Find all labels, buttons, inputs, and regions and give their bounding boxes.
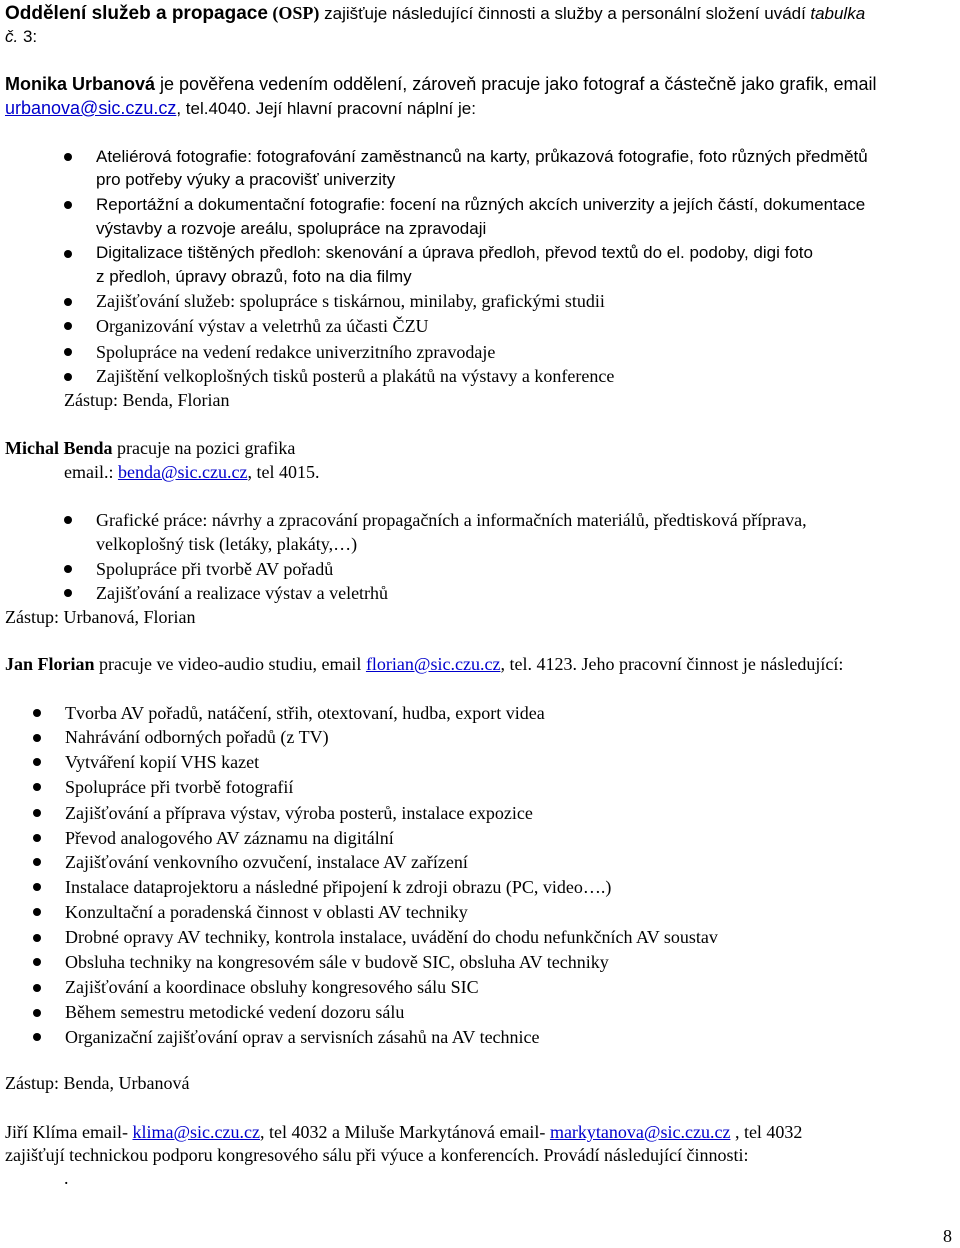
list-item: Instalace dataprojektoru a následné připojení k zdroji obrazu (PC, video….)	[65, 877, 612, 897]
benda-role: pracuje na pozici grafika	[112, 438, 296, 458]
florian-name: Jan Florian	[5, 654, 95, 674]
urbanova-text: je pověřena vedením oddělení, zároveň pracuje jako fotograf a částečně jako grafik, email	[155, 74, 877, 94]
list-item: Ateliérová fotografie: fotografování zaměstnanců na karty, průkazová fotografie, foto různých předmětů	[96, 147, 868, 166]
klima-text: Jiří Klíma email-	[5, 1122, 133, 1142]
benda-contact	[64, 460, 320, 484]
bullet-icon	[33, 1033, 41, 1041]
klima-text3: , tel 4032	[730, 1122, 803, 1142]
klima-email-link[interactable]: klima@sic.czu.cz	[132, 1122, 260, 1142]
bullet-icon	[33, 783, 41, 791]
list-item: Grafické práce: návrhy a zpracování propagačních a informačních materiálů, předtisková příprava,	[96, 510, 807, 530]
list-item: Obsluha techniky na kongresovém sále v budově SIC, obsluha AV techniky	[65, 952, 609, 972]
bullet-icon	[33, 1009, 41, 1017]
section-heading	[5, 1, 865, 26]
bullet-icon	[64, 565, 72, 573]
heading-line2	[5, 25, 37, 49]
heading-line2-text: 3:	[18, 27, 38, 46]
bullet-icon	[64, 589, 72, 597]
list-item-continuation: pro potřeby výuky a pracovišť univerzity	[96, 170, 396, 189]
list-item: Spolupráce na vedení redakce univerzitního zpravodaje	[96, 342, 496, 362]
benda-intro	[5, 436, 295, 460]
klima-text2: , tel 4032 a Miluše Markytánová email-	[260, 1122, 550, 1142]
urbanova-name: Monika Urbanová	[5, 74, 156, 94]
page-number: 8	[943, 1226, 952, 1246]
bullet-icon	[64, 322, 72, 330]
list-item-continuation: z předloh, úpravy obrazů, foto na dia filmy	[96, 267, 412, 286]
urbanova-text2: , tel.4040. Její hlavní pracovní náplní je:	[176, 99, 476, 118]
bullet-icon	[33, 758, 41, 766]
bullet-icon	[33, 984, 41, 992]
bullet-icon	[64, 201, 72, 209]
list-item: Zajišťování a realizace výstav a veletrhů	[96, 583, 389, 603]
heading-text: zajišťuje následující činnosti a služby a personální složení uvádí	[319, 4, 806, 23]
bullet-icon	[64, 348, 72, 356]
benda-substitute: Zástup: Urbanová, Florian	[5, 607, 196, 627]
bullet-icon	[33, 734, 41, 742]
list-item: Vytváření kopií VHS kazet	[65, 752, 260, 772]
bullet-icon	[64, 298, 72, 306]
bullet-icon	[33, 709, 41, 717]
list-item: Nahrávání odborných pořadů (z TV)	[65, 727, 329, 747]
heading-title: Oddělení služeb a propagace	[5, 3, 268, 24]
list-item: Převod analogového AV záznamu na digitální	[65, 828, 394, 848]
bullet-icon	[33, 908, 41, 916]
bullet-icon	[64, 516, 72, 524]
benda-email-link[interactable]: benda@sic.czu.cz	[117, 462, 248, 482]
benda-name: Michal Benda	[5, 438, 113, 458]
list-item: Zajišťování a příprava výstav, výroba posterů, instalace expozice	[65, 803, 533, 823]
list-item: Během semestru metodické vedení dozoru sálu	[65, 1002, 405, 1022]
florian-text2: , tel. 4123. Jeho pracovní činnost je následující:	[500, 654, 844, 674]
bullet-icon	[64, 153, 72, 161]
list-item: Organizační zajišťování oprav a servisních zásahů na AV technice	[65, 1027, 540, 1047]
klima-line2: zajišťují technickou podporu kongresového sálu při výuce a konferencích. Provádí následující činnosti:	[5, 1145, 749, 1165]
markytanova-email-link[interactable]: markytanova@sic.czu.cz	[549, 1122, 731, 1142]
bullet-icon	[33, 858, 41, 866]
florian-text: pracuje ve video-audio studiu, email	[94, 654, 366, 674]
heading-italic: tabulka	[810, 4, 866, 23]
list-item: Digitalizace tištěných předloh: skenování a úprava předloh, převod textů do el. podoby, digi foto	[96, 243, 813, 262]
benda-tel: , tel 4015.	[247, 462, 320, 482]
list-item: Drobné opravy AV techniky, kontrola instalace, uvádění do chodu nefunkčních AV soustav	[65, 927, 718, 947]
list-item: Tvorba AV pořadů, natáčení, střih, otextovaní, hudba, export videa	[65, 703, 545, 723]
klima-intro	[5, 1120, 802, 1144]
bullet-icon	[33, 834, 41, 842]
list-item: Zajištění velkoplošných tisků posterů a plakátů na výstavy a konference	[96, 366, 615, 386]
florian-email-link[interactable]: florian@sic.czu.cz	[365, 654, 501, 674]
florian-substitute: Zástup: Benda, Urbanová	[5, 1073, 190, 1093]
heading-abbr: (OSP)	[272, 3, 320, 23]
urbanova-email-link[interactable]: urbanova@sic.czu.cz	[5, 98, 177, 118]
bullet-icon	[33, 934, 41, 942]
benda-email-label: email.:	[64, 462, 118, 482]
klima-line3: .	[64, 1168, 69, 1188]
list-item: Spolupráce při tvorbě fotografií	[65, 777, 294, 797]
list-item: Organizování výstav a veletrhů za účasti ČZU	[96, 316, 429, 336]
list-item: Spolupráce při tvorbě AV pořadů	[96, 559, 334, 579]
urbanova-substitute: Zástup: Benda, Florian	[64, 390, 230, 410]
bullet-icon	[33, 883, 41, 891]
list-item-continuation: velkoplošný tisk (letáky, plakáty,…)	[96, 534, 358, 554]
list-item: Zajišťování služeb: spolupráce s tiskárnou, minilaby, grafickými studii	[96, 291, 605, 311]
list-item: Konzultační a poradenská činnost v oblasti AV techniky	[65, 902, 468, 922]
urbanova-contact	[5, 96, 476, 121]
list-item-continuation: výstavby a rozvoje areálu, spolupráce na zpravodaji	[96, 219, 487, 238]
list-item: Zajišťování venkovního ozvučení, instalace AV zařízení	[65, 852, 468, 872]
florian-intro	[5, 652, 843, 676]
bullet-icon	[64, 373, 72, 381]
urbanova-intro	[5, 72, 876, 96]
bullet-icon	[33, 958, 41, 966]
heading-line2-italic: č.	[5, 27, 19, 46]
bullet-icon	[33, 809, 41, 817]
bullet-icon	[64, 250, 72, 258]
list-item: Zajišťování a koordinace obsluhy kongresového sálu SIC	[65, 977, 479, 997]
list-item: Reportážní a dokumentační fotografie: focení na různých akcích univerzity a jejích částí, dokumentace	[96, 195, 866, 214]
